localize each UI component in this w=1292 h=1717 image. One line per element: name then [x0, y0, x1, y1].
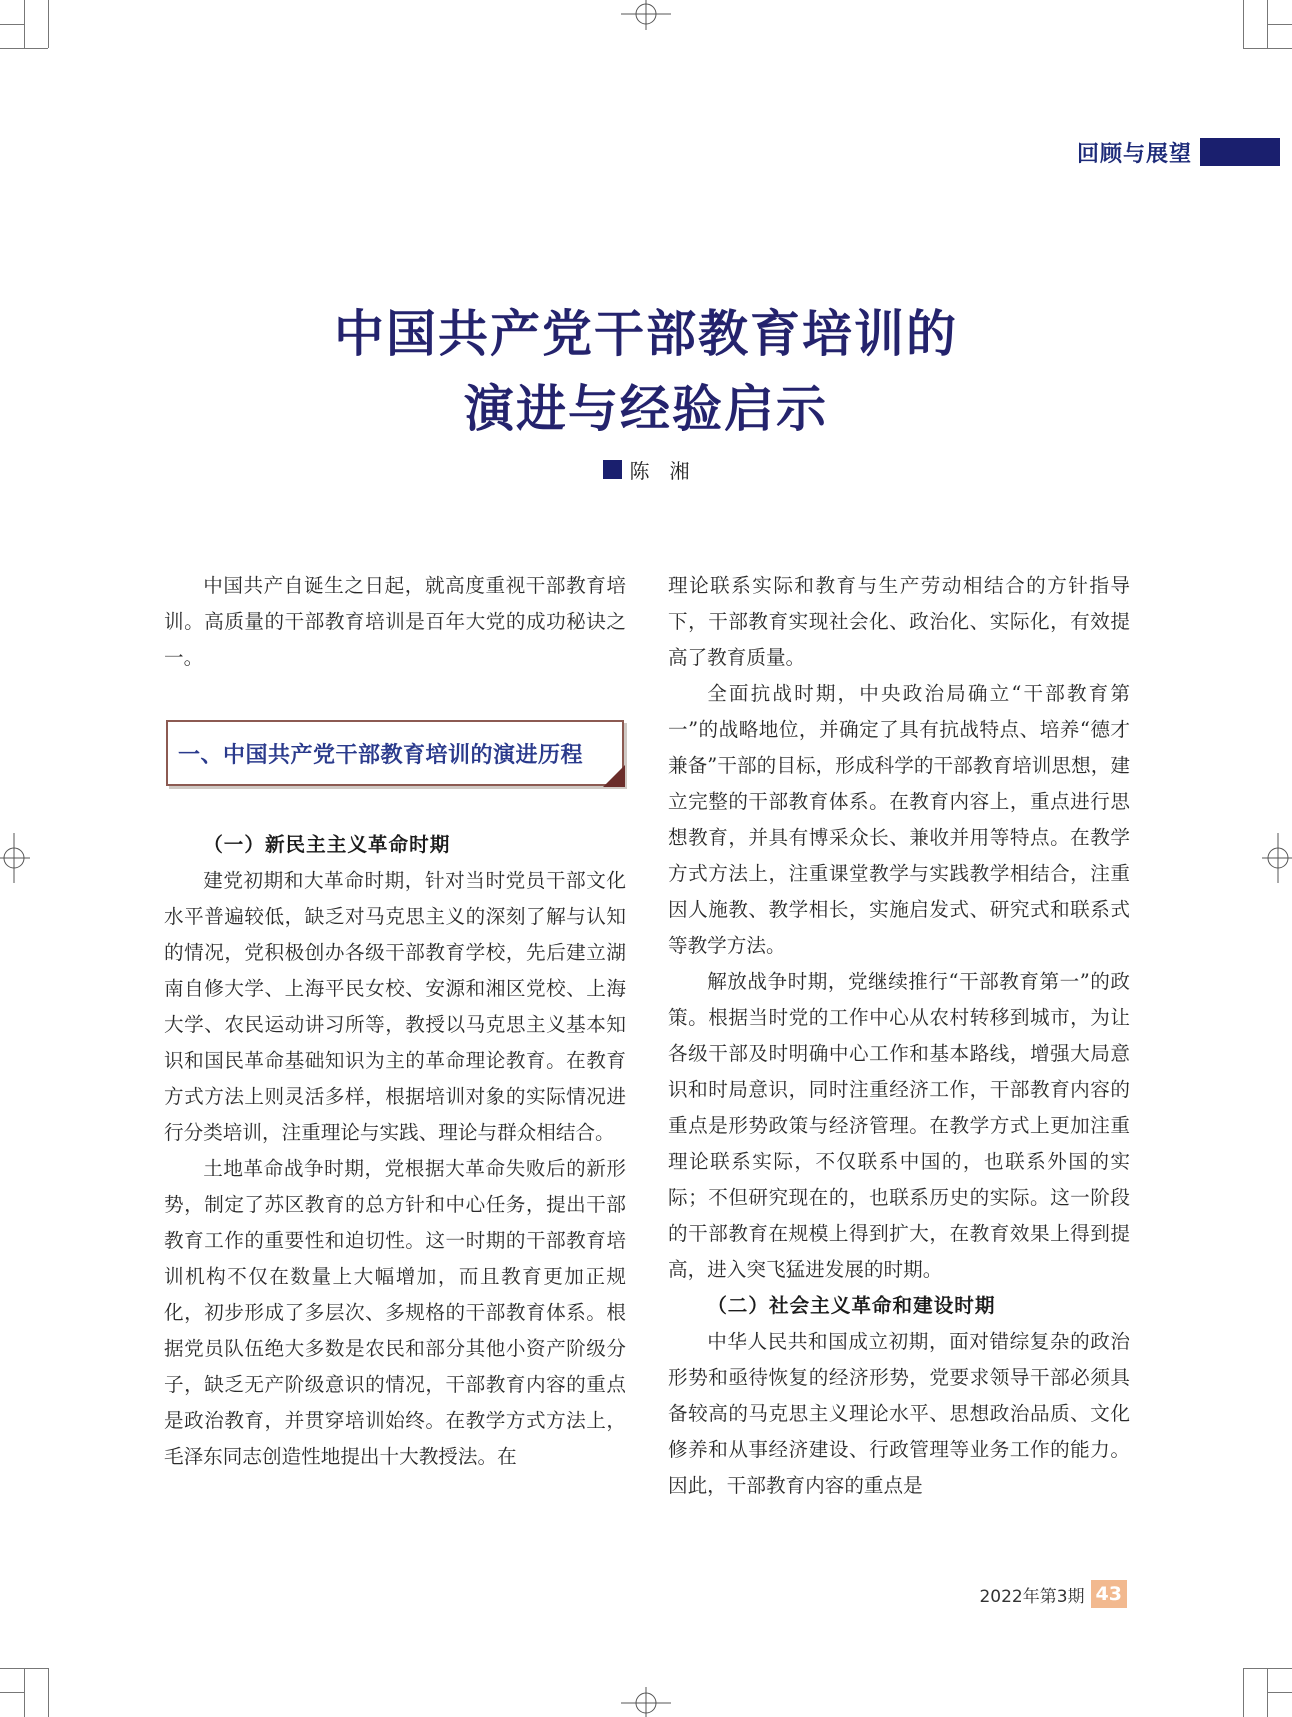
section-tag	[1077, 138, 1280, 166]
right-column	[668, 568, 1130, 1504]
paragraph-agrarian-revolution: 土地革命战争时期，党根据大革命失败后的新形势，制定了苏区教育的总方针和中心任务，提出干部教育工作的重要性和迫切性。这一时期的干部教育培训机构不仅在数量上大幅增加，而且教育更加正规化，初步形成了多层次、多规格的干部教育体系。根据党员队伍绝大多数是农民和部分其他小资产阶级分子，缺乏无产阶级意识的情况，干部教育内容的重点是政治教育，并贯穿培训始终。在教学方式方法上，毛泽东同志创造性地提出十大教授法。在	[164, 1157, 626, 1468]
intro-paragraph: 中国共产自诞生之日起，就高度重视干部教育培训。高质量的干部教育培训是百年大党的成功秘诀之一。	[164, 574, 626, 669]
registration-mark-icon	[621, 1687, 671, 1717]
article-title-line-2: 演进与经验启示	[464, 380, 828, 438]
paragraph-liberation-war: 解放战争时期，党继续推行“干部教育第一”的政策。根据当时党的工作中心从农村转移到城市，为让各级干部及时明确中心工作和基本路线，增强大局意识和时局意识，同时注重经济工作，干部教育内容的重点是形势政策与经济管理。在教学方式上更加注重理论联系实际，不仅联系中国的，也联系外国的实际；不但研究现在的，也联系历史的实际。这一阶段的干部教育在规模上得到扩大，在教育效果上得到提高，进入突飞猛进发展的时期。	[668, 970, 1130, 1281]
issue-label: 2022年第3期	[979, 1586, 1085, 1607]
crop-mark-icon	[1267, 1692, 1292, 1693]
paragraph-prc-founding: 中华人民共和国成立初期，面对错综复杂的政治形势和亟待恢复的经济形势，党要求领导干部必须具备较高的马克思主义理论水平、思想政治品质、文化修养和从事经济建设、行政管理等业务工作的能力。因此，干部教育内容的重点是	[668, 1330, 1130, 1497]
crop-mark-icon	[0, 24, 24, 25]
author-line	[0, 455, 1292, 484]
subheading-1: （一）新民主主义革命时期	[203, 833, 451, 856]
page-footer	[979, 1580, 1127, 1608]
crop-mark-icon	[0, 48, 48, 49]
corner-fold-icon	[603, 765, 625, 787]
section-label: 回顾与展望	[1076, 141, 1192, 167]
author-name: 陈 湘	[629, 459, 690, 483]
crop-mark-icon	[0, 1692, 24, 1693]
crop-mark-icon	[1267, 24, 1292, 25]
crop-mark-icon	[1243, 1668, 1244, 1717]
paragraph-early-party: 建党初期和大革命时期，针对当时党员干部文化水平普遍较低，缺乏对马克思主义的深刻了解与认知的情况，党积极创办各级干部教育学校，先后建立湖南自修大学、上海平民女校、安源和湘区党校、上海大学、农民运动讲习所等，教授以马克思主义基本知识和国民革命基础知识为主的革命理论教育。在教育方式方法上则灵活多样，根据培训对象的实际情况进行分类培训，注重理论与实践、理论与群众相结合。	[164, 869, 626, 1144]
left-column	[164, 568, 626, 676]
crop-mark-icon	[24, 1668, 25, 1717]
paragraph-anti-japanese-war: 全面抗战时期，中央政治局确立“干部教育第一”的战略地位，并确定了具有抗战特点、培养“德才兼备”干部的目标，形成科学的干部教育培训思想，建立完整的干部教育体系。在教育内容上，重点进行思想教育，并具有博采众长、兼收并用等特点。在教学方式方法上，注重课堂教学与实践教学相结合，注重因人施教、教学相长，实施启发式、研究式和联系式等教学方法。	[668, 682, 1130, 957]
crop-mark-icon	[0, 1668, 48, 1669]
author-marker-icon	[603, 460, 622, 479]
left-column-body	[164, 827, 626, 1475]
section-tag-bar	[1200, 138, 1280, 166]
registration-mark-icon	[0, 833, 30, 883]
paragraph-continued: 理论联系实际和教育与生产劳动相结合的方针指导下，干部教育实现社会化、政治化、实际化，有效提高了教育质量。	[668, 574, 1130, 669]
registration-mark-icon	[1262, 833, 1292, 883]
page-number: 43	[1091, 1580, 1127, 1608]
crop-mark-icon	[24, 0, 25, 48]
crop-mark-icon	[1243, 48, 1292, 49]
registration-mark-icon	[621, 0, 671, 30]
subheading-2: （二）社会主义革命和建设时期	[707, 1294, 996, 1317]
section-heading-box	[166, 720, 624, 786]
crop-mark-icon	[48, 1668, 49, 1717]
crop-mark-icon	[1243, 0, 1244, 48]
crop-mark-icon	[1243, 1668, 1292, 1669]
article-title-line-1: 中国共产党干部教育培训的	[334, 305, 958, 363]
crop-mark-icon	[48, 0, 49, 48]
section-heading: 一、中国共产党干部教育培训的演进历程	[178, 742, 584, 768]
